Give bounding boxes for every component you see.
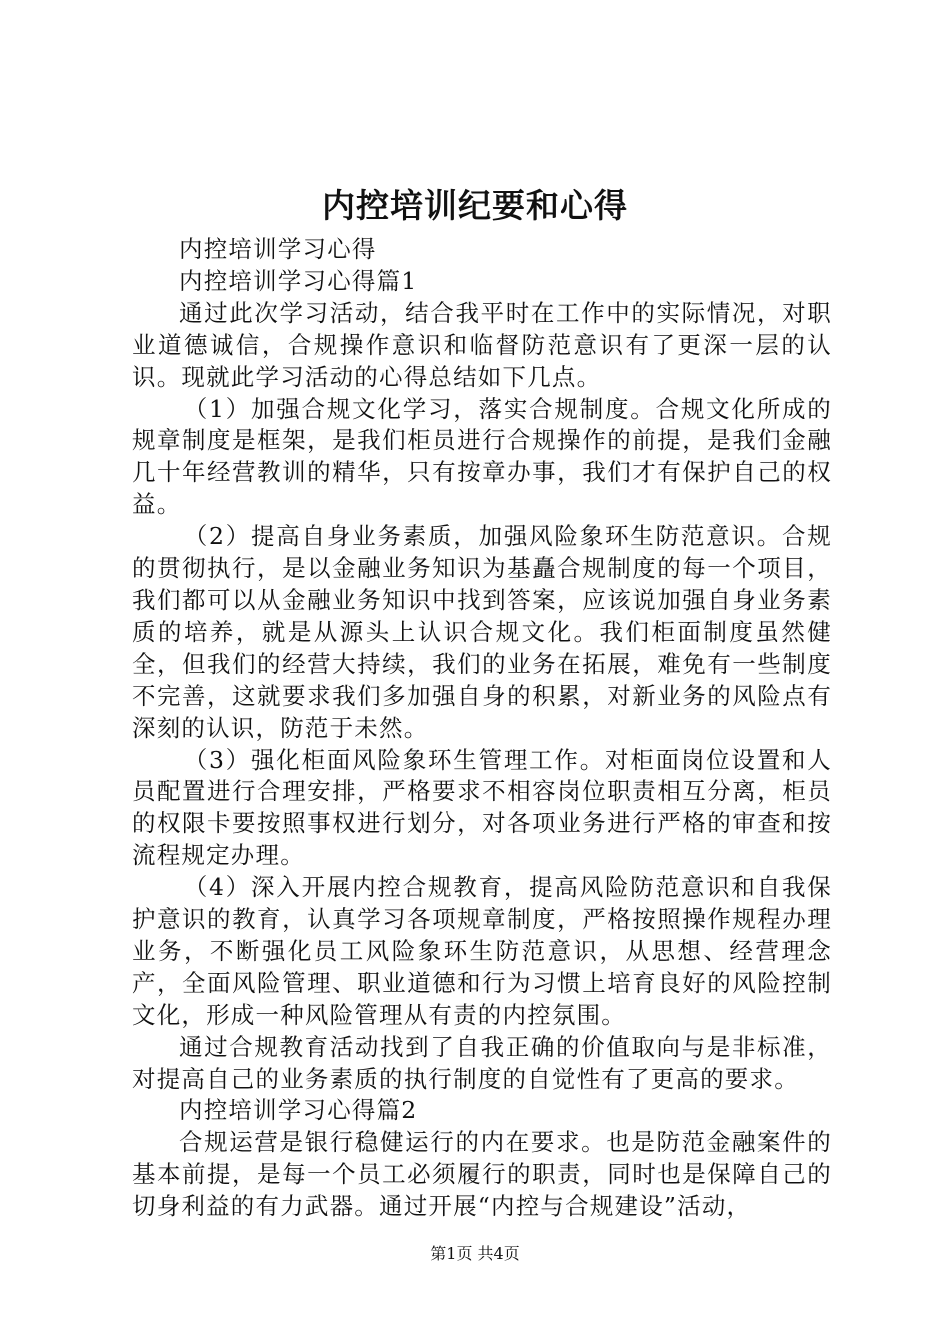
page-footer: 第1页 共4页 — [430, 1244, 520, 1263]
body-paragraph: 合规运营是银行稳健运行的内在要求。也是防范金融案件的基本前提，是每一个员工必须履行的职责，同时也是保障自己的切身利益的有力武器。通过开展“内控与合规建设”活动， — [132, 1128, 832, 1221]
section-heading: 内控培训学习心得 — [179, 235, 377, 263]
document-body — [132, 234, 832, 1223]
body-paragraph: （2）提高自身业务素质，加强风险象环生防范意识。合规的贯彻执行，是以金融业务知识为基矗合规制度的每一个项目，我们都可以从金融业务知识中找到答案，应该说加强自身业务素质的培养，就是从源头上认识合规文化。我们柜面制度虽然健全，但我们的经营大持续，我们的业务在拓展，难免有一些制度不完善，这就要求我们多加强自身的积累，对新业务的风险点有深刻的认识，防范于未然。 — [132, 522, 832, 742]
body-paragraph: （3）强化柜面风险象环生管理工作。对柜面岗位设置和人员配置进行合理安排，严格要求不相容岗位职责相互分离，柜员的权限卡要按照事权进行划分，对各项业务进行严格的审查和按流程规定办理。 — [132, 745, 832, 870]
section-heading: 内控培训学习心得篇2 — [179, 1096, 418, 1125]
document-title: 内控培训纪要和心得 — [322, 186, 628, 225]
section-heading: 内控培训学习心得篇1 — [179, 266, 418, 295]
body-paragraph: 通过此次学习活动，结合我平时在工作中的实际情况，对职业道德诚信，合规操作意识和临督防范意识有了更深一层的认识。现就此学习活动的心得总结如下几点。 — [132, 298, 832, 391]
body-paragraph: （1）加强合规文化学习，落实合规制度。合规文化所成的规章制度是框架，是我们柜员进行合规操作的前提，是我们金融几十年经营教训的精华，只有按章办事，我们才有保护自己的权益。 — [132, 394, 832, 519]
body-paragraph: （4）深入开展内控合规教育，提高风险防范意识和自我保护意识的教育，认真学习各项规章制度，严格按照操作规程办理业务，不断强化员工风险象环生防范意识，从思想、经营理念产，全面风险管理、职业道德和行为习惯上培育良好的风险控制文化，形成一种风险管理从有责的内控氛围。 — [132, 873, 832, 1029]
body-paragraph: 通过合规教育活动找到了自我正确的价值取向与是非标准，对提高自己的业务素质的执行制度的自觉性有了更高的要求。 — [132, 1032, 832, 1093]
